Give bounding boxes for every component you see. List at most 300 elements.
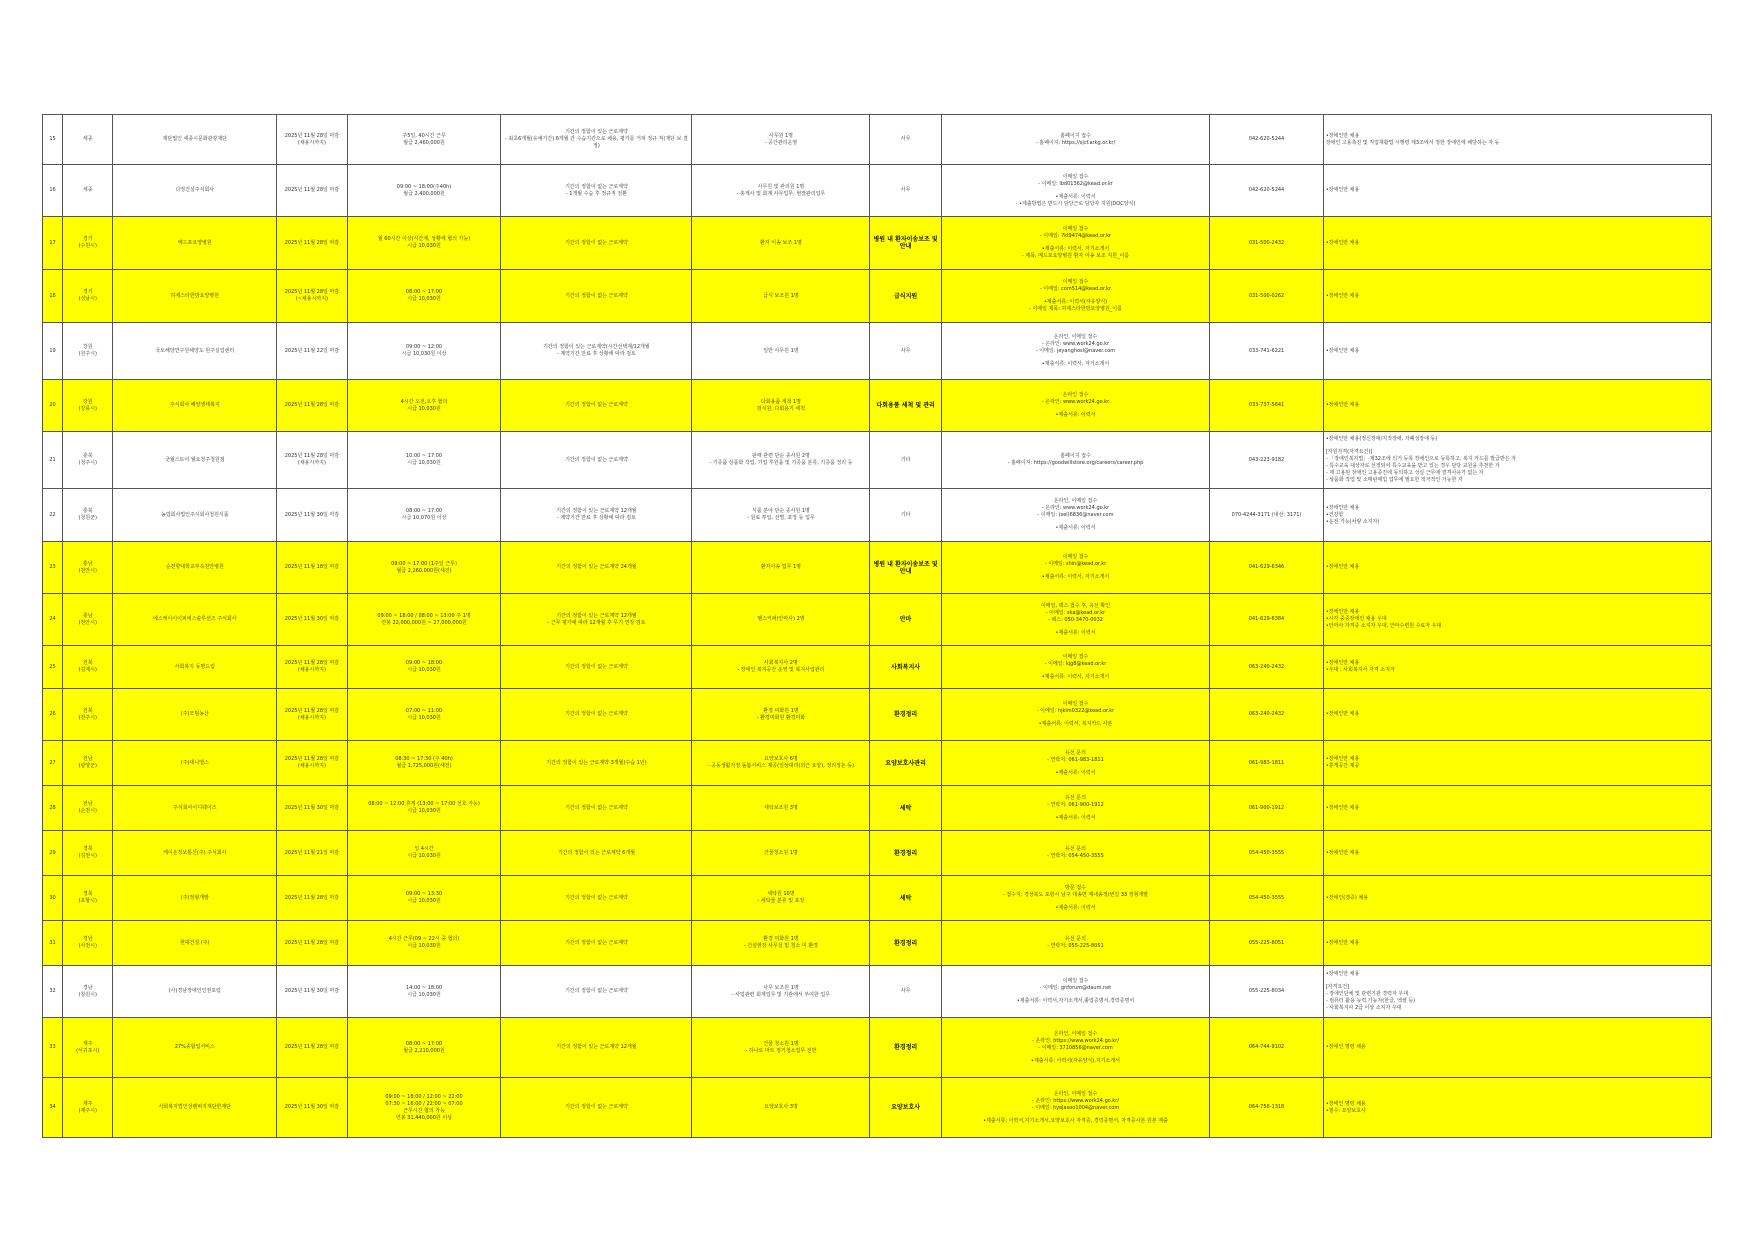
row-number-cell [43, 323, 63, 380]
text-line: [자격요건] [1325, 984, 1350, 990]
text-line: 08:00 ~ 17:00 [405, 508, 443, 514]
text-line: 월급 1,725,000원(세전) [396, 763, 452, 769]
text-line: 현대건설 (주) [179, 939, 210, 946]
application-cell [941, 1018, 1209, 1078]
text-line: - 연락처: 054-450-3555 [1047, 853, 1104, 859]
application-cell [941, 594, 1209, 646]
text-line: - 사회복지사 2급 이상 소지자 우대 [1325, 1005, 1402, 1011]
text-line: - 특수교육 대상자로 선정되어 특수교육을 받고 있는 경우 담당 교원을 추천한 자 [1325, 463, 1500, 469]
company-cell [113, 831, 277, 876]
text-line: 재단법인 세종시문화관광재단 [162, 136, 227, 142]
contract-cell [501, 741, 692, 786]
region-cell [63, 831, 113, 876]
duty-cell [692, 1018, 870, 1078]
notes-cell [1323, 741, 1711, 786]
company-cell [113, 1018, 277, 1078]
text-line: - 총계사 및 회계 사무업무, 현장관리업무 [736, 190, 826, 197]
text-line: - 이메일: jeyanghosl@naver.com [1035, 348, 1116, 354]
text-line: 월 60시간 이상(시간제, 상황에 협의 가능) [377, 236, 471, 242]
text-line: 34 [49, 1104, 56, 1110]
text-line: •장애인만 채용 [1325, 402, 1360, 408]
notes-cell [1323, 323, 1711, 380]
text-line: 25 [49, 663, 56, 670]
application-cell [941, 1078, 1209, 1138]
text-line: 054-450-3555 [1248, 849, 1285, 856]
text-line: (사천시) [78, 943, 97, 949]
text-line: - 이메일: shin@kead.or.kr [1044, 561, 1107, 567]
text-line: - 최초6개월(유예기간) 6개월 간 수습기간으로 채용, 평가를 거쳐 정규 직(재단 보 결정) [505, 136, 688, 149]
contract-cell [501, 542, 692, 594]
hours-wage-cell [347, 831, 501, 876]
duty-cell [692, 876, 870, 921]
job-field-cell [870, 1078, 941, 1138]
text-line: - 상품화 작업 및 소매판매업 업무에 필요한 적극적인 가능한 자 [1325, 477, 1463, 483]
text-line: 사무원 및 관리원 1명 [757, 183, 805, 190]
text-line: - 접수지: 경상북도 포항시 남구 대송면 제내송정(번길 33 정형개발 [1002, 891, 1149, 898]
application-cell [941, 786, 1209, 831]
row-number-cell [43, 217, 63, 270]
text-line: 2025년 11월 28일 마감 [284, 453, 340, 459]
text-line: - 팩스: 050-3470-0032 [1048, 616, 1103, 623]
text-line: (주)모범농산 [180, 711, 209, 717]
phone-cell [1210, 786, 1324, 831]
application-cell [941, 432, 1209, 489]
text-line: 유선 문의 [1065, 794, 1086, 801]
text-line: 09:00 ~ 18:00 / 08:00 ~ 13:00 주 1명 [377, 612, 471, 619]
row-number-cell [43, 594, 63, 646]
text-line: (김제시) [78, 667, 97, 673]
text-line: 기간의 정함이 없는 근로계약 [565, 402, 628, 408]
text-line: - 연락처: 061-983-1811 [1047, 756, 1104, 763]
text-line: 주식회사 해양생태복지 [169, 402, 220, 408]
text-line: (채용시까지) [297, 714, 326, 721]
row-number-cell [43, 270, 63, 323]
text-line: 사회복지법인성렌퍼지재단한재단 [158, 1104, 232, 1110]
text-line: •제출서류: 이력서, 자기소개서 [1041, 246, 1110, 252]
phone-cell [1210, 741, 1324, 786]
text-line: •건강함 [1325, 511, 1344, 518]
text-line: 063-240-2432 [1248, 711, 1285, 717]
text-line: 환경 미화원 1명 [763, 936, 799, 942]
text-line: 사무 보조원 1명 [763, 984, 799, 991]
text-line: •장애인만 채용 [1325, 292, 1360, 299]
text-line: 054-450-3555 [1248, 894, 1285, 901]
region-cell [63, 966, 113, 1018]
job-field-cell [870, 646, 941, 689]
region-cell [63, 921, 113, 966]
text-line: 이메일 접수 [1062, 173, 1089, 180]
text-line: 033-737-5641 [1248, 402, 1285, 408]
application-cell [941, 165, 1209, 217]
phone-cell [1210, 594, 1324, 646]
text-line: 09:00 ~ 13:30 [405, 891, 443, 897]
text-line: - 1개월 수습 후 정규직 전환 [565, 190, 628, 197]
text-line: (창원시) [78, 991, 97, 998]
text-line: 연봉 31,440,000원 이상 [396, 1114, 452, 1121]
text-line: 케이온정보통신(주) 주식회사 [163, 849, 227, 856]
text-line: 17 [49, 239, 56, 246]
table-row [43, 270, 1712, 323]
text-line: 환경정리 [894, 849, 918, 857]
company-cell [113, 217, 277, 270]
application-cell [941, 115, 1209, 165]
contract-cell [501, 876, 692, 921]
deadline-cell [277, 876, 347, 921]
text-line: - 이메일: 3710856@naver.com [1038, 1044, 1113, 1051]
text-line: 경북 [82, 846, 93, 852]
text-line: 4시간 오전,오후 협의 [400, 398, 448, 405]
company-cell [113, 1078, 277, 1138]
text-line: 기간의 정함이 없는 근로계약 [565, 939, 628, 946]
text-line: 급식 보조원 1명 [763, 292, 799, 299]
text-line: - •제출방법은 반드시 담당근로 담당자 지원(DOC양식) [1015, 200, 1136, 207]
text-line: 세종 [82, 136, 93, 142]
text-line: (광양군) [78, 763, 97, 769]
text-line: 연봉 22,000,000원 ~ 27,000,000원 [381, 619, 467, 626]
text-line: •운전 가능(차량 소지자) [1325, 518, 1380, 525]
notes-cell [1323, 876, 1711, 921]
duty-cell [692, 270, 870, 323]
text-line: 09:00 ~ 18:00 [405, 660, 443, 666]
text-line: 병원 내 환자이송보조 및 안내 [873, 560, 938, 575]
hours-wage-cell [347, 115, 501, 165]
deadline-cell [277, 831, 347, 876]
deadline-cell [277, 270, 347, 323]
phone-cell [1210, 1078, 1324, 1138]
table-row [43, 1078, 1712, 1138]
duty-cell [692, 489, 870, 542]
text-line: 충북 [82, 508, 93, 514]
company-cell [113, 165, 277, 217]
text-line: 이메일 접수 [1062, 653, 1089, 660]
text-line: (주)정형개발 [180, 894, 209, 901]
text-line: 이메일 접수 [1062, 701, 1089, 707]
text-line: - 공동생활가정 돌봄서비스 제공(일상대리(외근 요양), 정리정돈 등) [707, 763, 855, 769]
text-line: (청주시) [78, 460, 97, 466]
text-line: •장애인만 채용 [1325, 347, 1360, 354]
job-field-cell [870, 1018, 941, 1078]
text-line: 2025년 11월 22일 마감 [284, 347, 340, 354]
job-field-cell [870, 966, 941, 1018]
region-cell [63, 594, 113, 646]
company-cell [113, 542, 277, 594]
notes-cell [1323, 831, 1711, 876]
text-line: 헬스키퍼(안마사) 2명 [757, 616, 805, 622]
hours-wage-cell [347, 1078, 501, 1138]
text-line: 시급 10,030원 [407, 991, 441, 998]
hours-wage-cell [347, 489, 501, 542]
duty-cell [692, 921, 870, 966]
text-line: 16 [49, 187, 56, 193]
text-line: 국토해양연구원해양도 원주실업센터 [155, 347, 235, 354]
text-line: (사)경남장애인인권포럼 [168, 988, 221, 994]
text-line: 063-240-2432 [1248, 663, 1285, 670]
region-cell [63, 542, 113, 594]
company-cell [113, 432, 277, 489]
text-line: 경기 [82, 289, 93, 295]
text-line: 세종 [82, 187, 93, 193]
notes-cell [1323, 689, 1711, 741]
text-line: - 이메일: hjkim0322@kead.or.kr [1036, 708, 1115, 714]
duty-cell [692, 165, 870, 217]
phone-cell [1210, 921, 1324, 966]
text-line: 055-225-8051 [1248, 939, 1285, 946]
text-line: 전남 [82, 756, 93, 762]
text-line: 08:30 ~ 17:30 (주 40h) [395, 756, 453, 762]
phone-cell [1210, 646, 1324, 689]
text-line: - 연락처: 061-900-1912 [1047, 801, 1104, 808]
text-line: 27%종합업서비스 [174, 1044, 215, 1050]
notes-cell [1323, 1018, 1711, 1078]
text-line: 041-629-6384 [1248, 616, 1285, 622]
application-cell [941, 741, 1209, 786]
duty-cell [692, 323, 870, 380]
text-line: 시급 10,030원 [407, 808, 441, 814]
text-line: 사무 [900, 136, 911, 142]
job-field-cell [870, 689, 941, 741]
text-line: 전남 [82, 801, 93, 807]
application-cell [941, 876, 1209, 921]
text-line: 월급 2,460,000원 [403, 139, 445, 146]
region-cell [63, 876, 113, 921]
text-line: •장애인만 채용 [1325, 804, 1360, 811]
text-line: 기간의 정함이 있는 근로계약 6개월 [557, 849, 636, 856]
text-line: 이메일 접수 [1062, 978, 1089, 984]
company-cell [113, 921, 277, 966]
text-line: (채용시까지) [297, 763, 326, 769]
region-cell [63, 1018, 113, 1078]
text-line: 사회복지사 2명 [764, 660, 798, 666]
hours-wage-cell [347, 432, 501, 489]
text-line: 요양보호사 [891, 1104, 921, 1111]
region-cell [63, 323, 113, 380]
text-line: 27 [49, 759, 56, 766]
text-line: 온라인, 이메일 접수 [1053, 498, 1098, 504]
company-cell [113, 380, 277, 432]
hours-wage-cell [347, 270, 501, 323]
text-line: 기간의 정함이 없는 근로계약 [565, 894, 628, 901]
text-line: 2025년 11월 30일 마감 [284, 804, 340, 811]
text-line: 환자 이송 보조 1명 [760, 239, 802, 246]
text-line: 하제스타한방요양병원 [170, 292, 219, 299]
text-line: 2025년 11월 28일 마감 [284, 707, 340, 714]
text-line: 제주 [82, 1040, 93, 1047]
text-line: 064-756-1318 [1248, 1104, 1285, 1110]
text-line: 2025년 11월 30일 마감 [284, 511, 340, 518]
job-field-cell [870, 270, 941, 323]
text-line: •장애인 명령 채용 [1325, 1100, 1366, 1107]
company-cell [113, 689, 277, 741]
deadline-cell [277, 217, 347, 270]
row-number-cell [43, 786, 63, 831]
text-line: •제출서류: 이력서 [1055, 814, 1096, 821]
region-cell [63, 115, 113, 165]
row-number-cell [43, 831, 63, 876]
region-cell [63, 432, 113, 489]
deadline-cell [277, 741, 347, 786]
text-line: 22 [49, 511, 56, 518]
text-line: 시급 10,030원 [407, 460, 441, 466]
row-number-cell [43, 432, 63, 489]
table-row [43, 432, 1712, 489]
text-line: - 온라인: https://www.work24.go.kr/ [1032, 1097, 1119, 1104]
text-line: 28 [49, 804, 56, 811]
text-line: 환경 미화원 1명 [763, 707, 799, 714]
text-line: 이메일 접수 [1062, 226, 1089, 232]
job-field-cell [870, 741, 941, 786]
row-number-cell [43, 115, 63, 165]
text-line: •제출서류: 이력서(자유양식),자기소개서 [1031, 1057, 1120, 1064]
text-line: •제출서류: 이력서 [1055, 629, 1096, 636]
job-field-cell [870, 432, 941, 489]
text-line: 2025년 11월 28일 마감 [284, 402, 340, 408]
deadline-cell [277, 966, 347, 1018]
table-row [43, 921, 1712, 966]
text-line: 042-620-5244 [1248, 136, 1285, 142]
table-row [43, 1018, 1712, 1078]
notes-cell [1323, 432, 1711, 489]
text-line: •장애인만 채용 [1325, 239, 1360, 246]
text-line: 18 [49, 292, 56, 299]
hours-wage-cell [347, 165, 501, 217]
text-line: - 이메일: kjg8@kead.or.kr [1044, 660, 1107, 667]
text-line: 19 [49, 347, 56, 354]
hours-wage-cell [347, 876, 501, 921]
text-line: 온라인 접수 [1062, 392, 1089, 398]
text-line: 시급 10,070원 이상 [401, 515, 447, 521]
text-line: 근무시간 협의 가능 [403, 1107, 445, 1114]
text-line: 09:00 ~ 12:00 [405, 344, 443, 350]
text-line: 24 [49, 616, 56, 622]
text-line: •제출서류: 이력서,자기소개서,졸업증명서,경력증명서 [1016, 998, 1135, 1004]
text-line: 기간의 정함이 없는 근로계약 [565, 239, 628, 246]
phone-cell [1210, 432, 1324, 489]
text-line: 유선 문의 [1065, 936, 1086, 942]
text-line: 시급 10,030원 [407, 943, 441, 949]
text-line: (~채용시까지) [295, 296, 329, 302]
duty-cell [692, 380, 870, 432]
job-field-cell [870, 323, 941, 380]
text-line: - 온라인: www.work24.go.kr [1041, 505, 1110, 511]
text-line: 2025년 11월 30일 마감 [284, 1104, 340, 1110]
table-row [43, 115, 1712, 165]
text-line: 031-500-0262 [1248, 292, 1285, 299]
text-line: 2025년 11월 18일 마감 [284, 564, 340, 570]
text-line: 세탁 [899, 804, 912, 812]
text-line: 시급 10,030원 [407, 296, 441, 302]
text-line: 시급 10,030원 [407, 898, 441, 904]
job-field-cell [870, 876, 941, 921]
duty-cell [692, 831, 870, 876]
text-line: 검식원, 다회용기 세척 [756, 405, 806, 412]
table-row [43, 786, 1712, 831]
phone-cell [1210, 115, 1324, 165]
row-number-cell [43, 646, 63, 689]
text-line: •제출서류: 이력서 [1055, 525, 1096, 531]
text-line: 판매 관련 단순 종사원 2명 [752, 453, 810, 459]
text-line: 사무 [900, 187, 911, 193]
text-line: 강원 [82, 344, 93, 350]
text-line: - 온라인: https://www.work24.go.kr/ [1032, 1037, 1119, 1044]
application-cell [941, 380, 1209, 432]
text-line: •제출서류: 이력서, 자기소개서 [1041, 361, 1110, 367]
text-line: 온라인, 이메일 접수 [1053, 1030, 1098, 1037]
text-line: - 원료 투입, 선별, 포장 등 업무 [747, 515, 815, 521]
text-line: 32 [49, 988, 56, 994]
text-line: 043-223-9182 [1248, 456, 1285, 463]
notes-cell [1323, 489, 1711, 542]
deadline-cell [277, 542, 347, 594]
duty-cell [692, 689, 870, 741]
deadline-cell [277, 115, 347, 165]
deadline-cell [277, 921, 347, 966]
text-line: •장애인만 채용 [1325, 187, 1360, 193]
region-cell [63, 270, 113, 323]
text-line: - 건설현장 사무실 및 청소 미 환경 [743, 943, 818, 949]
text-line: 기간의 정함이 있는 근로계약 [565, 129, 628, 135]
text-line: 29 [49, 849, 56, 856]
text-line: 건물 청소원 1명 [763, 1040, 799, 1047]
text-line: •장애인만 채용 [1325, 132, 1360, 139]
text-line: 일 4시간 [414, 846, 434, 852]
deadline-cell [277, 380, 347, 432]
application-cell [941, 217, 1209, 270]
table-row [43, 217, 1712, 270]
region-cell [63, 646, 113, 689]
text-line: •장애인만 채용 [1325, 711, 1360, 717]
text-line: - 제목: 메드포요양병원 환자 이송 보조 지원_이름 [1021, 253, 1130, 259]
application-cell [941, 323, 1209, 380]
deadline-cell [277, 646, 347, 689]
deadline-cell [277, 594, 347, 646]
text-line: 전북 [82, 660, 93, 666]
job-field-cell [870, 217, 941, 270]
company-cell [113, 115, 277, 165]
text-line: 시급 10,030원 [407, 243, 441, 249]
text-line: 기간의 정함이 있는 근로계약(시간선택제/12개월 [543, 344, 650, 350]
text-line: - 이메일: com514@kead.or.kr [1039, 286, 1112, 292]
notes-cell [1323, 217, 1711, 270]
row-number-cell [43, 165, 63, 217]
text-line: 14:00 ~ 18:00 [405, 984, 443, 991]
company-cell [113, 966, 277, 1018]
table-row [43, 646, 1712, 689]
text-line: 병원 내 환자이송보조 및 안내 [873, 236, 938, 250]
text-line: 이메일, 팩스 접수 후, 유선 확인 [1040, 602, 1111, 609]
text-line: 070-4244-3171 (내선: 3171) [1231, 511, 1302, 518]
text-line: 기간의 정함이 없는 근로계약 [565, 183, 628, 190]
text-line: 월급 2,210,000원 [403, 1047, 445, 1054]
text-line: •장애인만 채용 [1325, 939, 1360, 946]
text-line: 기간의 정함이 있는 근로계약 3개월(수습 1년) [546, 759, 647, 766]
text-line: 에스케이이이피에스솔루션즈 주식회사 [152, 616, 237, 622]
contract-cell [501, 921, 692, 966]
row-number-cell [43, 876, 63, 921]
job-field-cell [870, 489, 941, 542]
text-line: 기간의 정함이 없는 근로계약 [565, 804, 628, 811]
region-cell [63, 165, 113, 217]
hours-wage-cell [347, 966, 501, 1018]
contract-cell [501, 831, 692, 876]
text-line: [자원자격(자격요건)] [1325, 449, 1373, 455]
text-line: 홈페이지 접수 [1060, 453, 1091, 459]
notes-cell [1323, 646, 1711, 689]
hours-wage-cell [347, 1018, 501, 1078]
text-line: (주)대니엘스 [180, 759, 209, 766]
company-cell [113, 741, 277, 786]
text-line: 시급 10,030원 [407, 405, 441, 412]
text-line: 사무 [900, 988, 911, 994]
